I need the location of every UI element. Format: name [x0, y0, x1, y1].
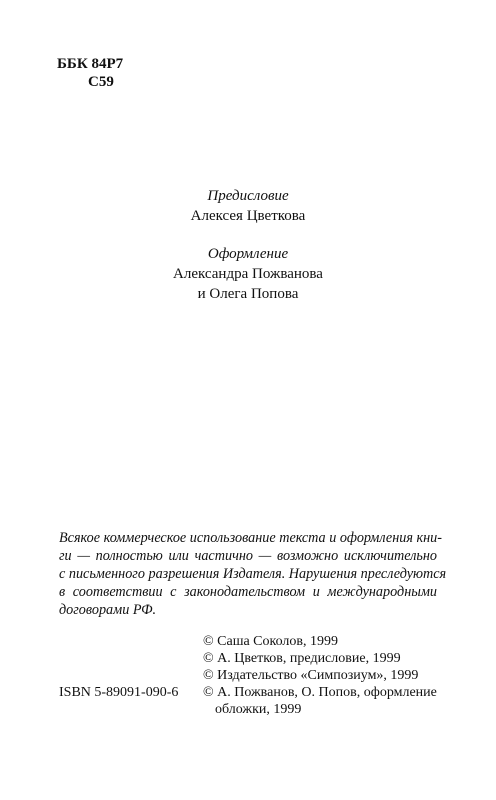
copyright-notice — [59, 529, 447, 619]
copyright-line: © А. Цветков, предисловие, 1999 — [203, 651, 401, 666]
copyright-line: © Издательство «Симпозиум», 1999 — [203, 668, 419, 683]
copyright-line: © А. Пожванов, О. Попов, оформление — [203, 685, 437, 700]
notice-line: Всякое коммерческое использование текста и оформления кни- — [59, 530, 442, 546]
credits-block — [0, 186, 496, 322]
copyright-list — [203, 633, 437, 718]
design-name-2: и Олега Попова — [197, 286, 299, 302]
foreword-credit — [0, 186, 496, 226]
copyright-line: © Саша Соколов, 1999 — [203, 634, 339, 649]
foreword-role: Предисловие — [207, 188, 289, 204]
notice-line: ги — полностью или частично — возможно исключительно — [59, 548, 437, 564]
design-credit — [0, 244, 496, 304]
bbk-code: ББК 84Р7 — [57, 56, 124, 72]
notice-line: с письменного разрешения Издателя. Нарушения преследуются — [59, 566, 447, 582]
isbn: ISBN 5-89091-090-6 — [59, 685, 179, 700]
author-sign: С59 — [88, 74, 114, 90]
notice-line: договорами РФ. — [59, 602, 157, 618]
notice-line: в соответствии с законодательством и международными — [59, 584, 437, 600]
foreword-name: Алексея Цветкова — [190, 208, 306, 224]
copyright-line: обложки, 1999 — [215, 702, 302, 717]
design-name-1: Александра Пожванова — [173, 266, 323, 282]
design-role: Оформление — [207, 246, 289, 262]
bbk-block — [57, 55, 123, 91]
